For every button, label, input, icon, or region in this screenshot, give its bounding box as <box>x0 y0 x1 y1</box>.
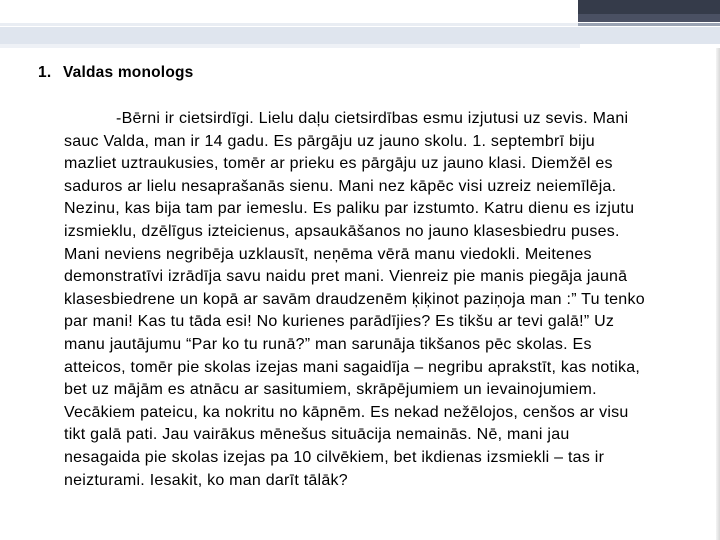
monologue-line: sauc Valda, man ir 14 gadu. Es pārgāju uz jauno skolu. 1. septembrī biju <box>64 132 595 150</box>
monologue-line: -Bērni ir cietsirdīgi. Lielu daļu cietsirdības esmu izjutusi uz sevis. Mani <box>116 110 629 127</box>
monologue-text <box>64 108 704 492</box>
header-bar-dark-stripe <box>578 14 720 22</box>
monologue-line: demonstratīvi izrādīja savu naidu pret mani. Vienreiz pie manis piegāja jaunā <box>64 268 628 286</box>
section-heading <box>38 64 193 82</box>
monologue-line: klasesbiedrene un kopā ar savām draudzenēm ķiķinot paziņoja man :” Tu tenko <box>64 290 645 308</box>
header-bar-thin <box>0 23 578 26</box>
monologue-line: manu jautājumu “Par ko tu runā?” man sarunāja tikšanos pēc skolas. Es <box>64 335 592 353</box>
monologue-line: bet uz mājām es atnācu ar sasitumiem, skrāpējumiem un ievainojumiem. <box>64 381 597 399</box>
monologue-line: izsmieklu, dzēlīgus izteicienus, apsaukāšanos no jauno klasesbiedru puses. <box>64 222 620 240</box>
monologue-line: Vecākiem pateicu, ka nokritu no kāpnēm. Es nekad nežēlojos, cenšos ar visu <box>64 403 629 421</box>
heading-number: 1. <box>38 64 52 81</box>
monologue-line: mazliet uztraukusies, tomēr ar prieku es pārgāju uz jauno klasi. Diemžēl es <box>64 155 613 173</box>
monologue-line: tikt galā pati. Jau vairākus mēnešus situācija nemainās. Nē, mani jau <box>64 426 570 444</box>
monologue-line: Mani neviens negribēja uzklausīt, neņēma vērā manu viedokli. Meitenes <box>64 245 592 263</box>
monologue-line: neizturami. Iesakit, ko man darīt tālāk? <box>64 471 348 489</box>
monologue-line: Nezinu, kas bija tam par iemeslu. Es paliku par izstumto. Katru dienu es izjutu <box>64 200 635 218</box>
header-bar-light <box>0 27 720 44</box>
header-bar-light-lower <box>0 44 580 48</box>
monologue-line: atteicos, tomēr pie skolas izejas mani sagaidīja – negribu aprakstīt, kas notika, <box>64 358 641 376</box>
monologue-line: par mani! Kas tu tāda esi! No kurienes parādījies? Es tikšu ar tevi galā!” Uz <box>64 313 615 331</box>
heading-title: Valdas monologs <box>63 64 194 81</box>
header-bar-thin-dark <box>578 23 720 26</box>
slide-right-shadow <box>716 48 720 540</box>
monologue-line: saduros ar lielu nesaprašanās sienu. Mani nez kāpēc visi uzreiz neiemīlēja. <box>64 177 617 195</box>
monologue-line: nesagaida pie skolas izejas pa 10 cilvēkiem, bet ikdienas izsmiekli – tas ir <box>64 448 605 466</box>
